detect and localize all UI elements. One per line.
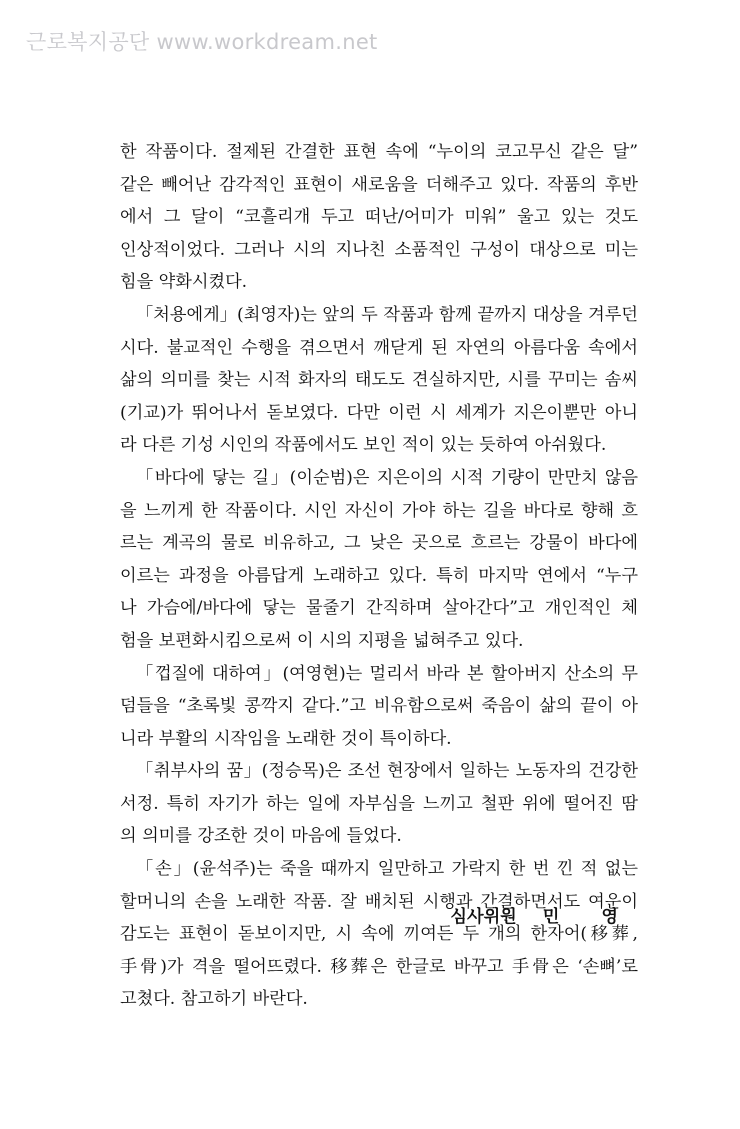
text-line: 나 가슴에/바다에 닿는 물줄기 간직하며 살아간다”고 개인적인 체 (120, 598, 638, 619)
signature (450, 902, 636, 927)
paragraph (120, 755, 638, 853)
text-line: 「취부사의 꿈」(정승목)은 조선 현장에서 일하는 노동자의 건강한 (136, 761, 638, 782)
text-line: 삶의 의미를 찾는 시적 화자의 태도도 견실하지만, 시를 꾸미는 솜씨 (120, 370, 638, 391)
paragraph (120, 462, 638, 658)
paragraph (120, 136, 638, 299)
paragraph (120, 299, 638, 462)
text-line: 라 다른 기성 시인의 작품에서도 보인 적이 있는 듯하여 아쉬웠다. (120, 435, 607, 456)
text-line: 감도는 표현이 돋보이지만, 시 속에 끼여든 두 개의 한자어(移葬, (120, 924, 638, 945)
text-line: 고쳤다. 참고하기 바란다. (120, 989, 308, 1010)
text-line: 에서 그 달이 “코흘리개 두고 떠난/어미가 미워” 울고 있는 것도 (120, 207, 638, 228)
text-line: 덤들을 “초록빛 콩깍지 같다.”고 비유함으로써 죽음이 삶의 끝이 아 (120, 696, 638, 717)
signature-name: 민 영 (542, 907, 636, 927)
text-line: 「바다에 닿는 길」(이순범)은 지은이의 시적 기량이 만만치 않음 (136, 467, 638, 488)
watermark: 근로복지공단 www.workdream.net (26, 30, 378, 54)
text-line: 한 작품이다. 절제된 간결한 표현 속에 “누이의 코고무신 같은 달” (120, 142, 638, 162)
text-line: 같은 빼어난 감각적인 표현이 새로움을 더해주고 있다. 작품의 후반 (120, 174, 638, 195)
text-line: 의 의미를 강조한 것이 마음에 들었다. (120, 826, 402, 847)
text-line: 서정. 특히 자기가 하는 일에 자부심을 느끼고 철판 위에 떨어진 땀 (120, 793, 638, 814)
text-line: 시다. 불교적인 수행을 겪으면서 깨닫게 된 자연의 아름다움 속에서 (120, 337, 638, 358)
text-line: 인상적이었다. 그러나 시의 지나친 소품적인 구성이 대상으로 미는 (120, 239, 638, 260)
text-line: 할머니의 손을 노래한 작품. 잘 배치된 시행과 간결하면서도 여운이 (120, 891, 638, 912)
text-line: 험을 보편화시킴으로써 이 시의 지평을 넓혀주고 있다. (120, 630, 524, 651)
paragraph (120, 658, 638, 756)
text-line: 르는 계곡의 물로 비유하고, 그 낮은 곳으로 흐르는 강물이 바다에 (120, 533, 638, 554)
text-line: 니라 부활의 시작임을 노래한 것이 특이하다. (120, 728, 452, 749)
text-line: 힘을 약화시켰다. (120, 272, 248, 293)
text-line: 이르는 과정을 아름답게 노래하고 있다. 특히 마지막 연에서 “누구 (120, 565, 638, 586)
review-text (120, 136, 638, 1016)
text-line: (기교)가 뛰어나서 돋보였다. 다만 이런 시 세계가 지은이뿐만 아니 (120, 402, 638, 423)
text-line: 「처용에게」(최영자)는 앞의 두 작품과 함께 끝까지 대상을 겨루던 (136, 304, 638, 325)
text-line: 手骨)가 격을 떨어뜨렸다. 移葬은 한글로 바꾸고 手骨은 ‘손뼈’로 (120, 956, 638, 977)
text-line: 「손」(윤석주)는 죽을 때까지 일만하고 가락지 한 번 낀 적 없는 (136, 859, 638, 880)
signature-role: 심사위원 (450, 907, 517, 927)
paragraph (120, 853, 638, 1016)
text-line: 을 느끼게 한 작품이다. 시인 자신이 가야 하는 길을 바다로 향해 흐 (120, 500, 638, 521)
text-line: 「껍질에 대하여」(여영현)는 멀리서 바라 본 할아버지 산소의 무 (136, 663, 638, 684)
